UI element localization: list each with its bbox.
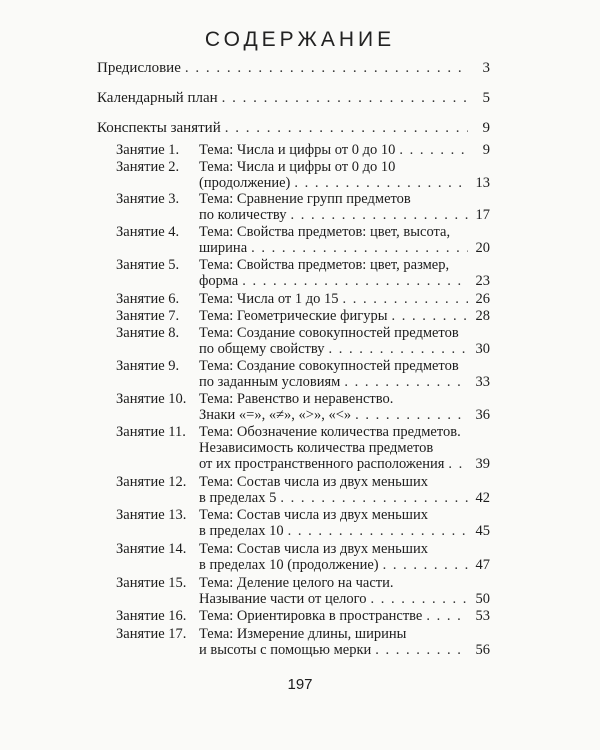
toc-lesson-topic: по общему свойству [199,341,325,357]
toc-lesson-topic: и высоты с помощью мерки [199,642,372,658]
toc-lesson-entry[interactable] [116,191,490,223]
toc-lesson-line-continued [116,456,444,472]
toc-lesson-line [116,391,393,407]
dot-leader [225,120,468,136]
toc-entry-page: 13 [475,175,490,191]
toc-entry-page: 28 [475,308,490,324]
toc-lesson-label: Занятие 3. [116,191,180,207]
toc-lesson-label: Занятие 17. [116,626,187,642]
toc-lesson-line-continued [116,642,371,658]
toc-lesson-entry[interactable] [116,608,490,624]
toc-lesson-line [116,325,459,341]
toc-lesson-line-continued [116,591,366,607]
toc-lesson-label: Занятие 4. [116,224,180,240]
toc-lesson-label: Занятие 5. [116,257,180,273]
toc-lesson-entry[interactable] [116,424,490,472]
toc-entry-page: 39 [475,456,490,472]
toc-entry-page: 20 [475,240,490,256]
toc-lesson-line-continued [116,273,238,289]
toc-lesson-entry[interactable] [116,142,490,158]
toc-lesson-topic: Знаки «=», «≠», «>», «<» [199,407,352,423]
toc-entry-page: 3 [482,60,490,76]
toc-lesson-label: Занятие 16. [116,608,187,624]
dot-leader [242,273,468,289]
toc-lesson-line [116,308,387,324]
toc-lesson-entry[interactable] [116,358,490,390]
toc-lesson-entry[interactable] [116,391,490,423]
toc-lesson-line [116,424,461,440]
toc-lesson-entry[interactable] [116,159,490,191]
toc-lesson-topic: в пределах 10 (продолжение) [199,557,379,573]
dot-leader [399,142,468,158]
toc-section-entry[interactable] [97,120,490,136]
dot-leader [342,291,468,307]
dot-leader [426,608,468,624]
toc-lesson-label: Занятие 14. [116,541,187,557]
toc-lesson-topic: в пределах 5 [199,490,277,506]
toc-lesson-line-continued [116,240,247,256]
toc-lesson-line [116,257,449,273]
page-title: СОДЕРЖАНИЕ [204,28,396,51]
toc-lesson-line [116,575,394,591]
toc-entry-page: 30 [475,341,490,357]
toc-lesson-topic: Тема: Свойства предметов: цвет, высота, [199,224,451,240]
toc-lesson-topic: форма [199,273,239,289]
toc-lesson-entry[interactable] [116,626,490,658]
toc-lesson-line [116,474,428,490]
toc-lesson-entry[interactable] [116,325,490,357]
toc-lesson-topic: Независимость количества предметов [199,440,434,456]
toc-lesson-label: Занятие 11. [116,424,186,440]
dot-leader [185,60,468,76]
toc-lesson-line-continued [116,407,351,423]
toc-lesson-label: Занятие 8. [116,325,180,341]
toc-lesson-topic: по количеству [199,207,287,223]
toc-entry-page: 5 [482,90,490,106]
toc-lesson-topic: Тема: Состав числа из двух меньших [199,507,428,523]
toc-lesson-line-continued [116,374,340,390]
toc-lesson-line-continued [116,175,290,191]
toc-lesson-entry[interactable] [116,257,490,289]
dot-leader [383,557,468,573]
toc-lesson-topic: Тема: Деление целого на части. [199,575,394,591]
toc-lesson-line-continued [116,523,284,539]
toc-entry-page: 50 [475,591,490,607]
dot-leader [222,90,468,106]
toc-lesson-line [116,142,395,158]
dot-leader [355,407,468,423]
toc-lesson-topic: Тема: Создание совокупностей предметов [199,358,459,374]
toc-entry-page: 53 [475,608,490,624]
toc-lesson-label: Занятие 12. [116,474,187,490]
toc-lesson-topic: Называние части от целого [199,591,367,607]
toc-lesson-topic: по заданным условиям [199,374,341,390]
dot-leader [290,207,468,223]
toc-lesson-entry[interactable] [116,224,490,256]
toc-lesson-entry[interactable] [116,308,490,324]
toc-lesson-line [116,541,428,557]
toc-lesson-line [116,224,450,240]
toc-entry-title: Предисловие [97,60,181,76]
toc-lesson-label: Занятие 10. [116,391,187,407]
toc-lesson-topic: от их пространственного расположения [199,456,445,472]
toc-lesson-topic: Тема: Состав числа из двух меньших [199,541,428,557]
toc-lesson-entry[interactable] [116,507,490,539]
toc-lesson-topic: Тема: Равенство и неравенство. [199,391,394,407]
toc-entry-page: 9 [482,142,490,158]
toc-lesson-label: Занятие 1. [116,142,180,158]
toc-entry-page: 42 [475,490,490,506]
toc-lesson-label: Занятие 15. [116,575,187,591]
toc-lesson-label: Занятие 7. [116,308,180,324]
toc-lesson-line-continued [116,207,286,223]
toc-section-entry[interactable] [97,90,490,106]
toc-lesson-line [116,159,395,175]
toc-entry-page: 33 [475,374,490,390]
page-number: 197 [287,676,313,693]
toc-lesson-topic: Тема: Геометрические фигуры [199,308,388,324]
toc-entry-page: 9 [482,120,490,136]
toc-lesson-entry[interactable] [116,575,490,607]
toc-lesson-line [116,291,338,307]
toc-lesson-topic: Тема: Ориентировка в пространстве [199,608,423,624]
toc-lesson-topic: ширина [199,240,248,256]
toc-lesson-label: Занятие 2. [116,159,180,175]
dot-leader [288,523,468,539]
dot-leader [294,175,468,191]
toc-lesson-topic: Тема: Свойства предметов: цвет, размер, [199,257,450,273]
dot-leader [448,456,468,472]
toc-lesson-topic: Тема: Измерение длины, ширины [199,626,407,642]
toc-entry-page: 45 [475,523,490,539]
toc-lesson-line [116,626,406,642]
dot-leader [280,490,468,506]
toc-lesson-entry[interactable] [116,541,490,573]
toc-lesson-line [116,608,422,624]
toc-lesson-label: Занятие 6. [116,291,180,307]
dot-leader [370,591,468,607]
toc-lesson-line [116,358,459,374]
dot-leader [344,374,468,390]
toc-entry-page: 17 [475,207,490,223]
toc-lesson-entry[interactable] [116,291,490,307]
toc-lesson-topic: в пределах 10 [199,523,284,539]
toc-entry-page: 26 [475,291,490,307]
toc-lesson-topic: Тема: Сравнение групп предметов [199,191,411,207]
toc-lesson-topic: Тема: Обозначение количества предметов. [199,424,461,440]
toc-lesson-topic: Тема: Числа и цифры от 0 до 10 [199,159,396,175]
toc-lesson-topic: Тема: Числа и цифры от 0 до 10 [199,142,396,158]
toc-entry-title: Конспекты занятий [97,120,221,136]
toc-lesson-topic: Тема: Состав числа из двух меньших [199,474,428,490]
toc-entry-page: 23 [475,273,490,289]
toc-lesson-label: Занятие 9. [116,358,180,374]
toc-lesson-topic: (продолжение) [199,175,291,191]
toc-lesson-line-continued [116,557,379,573]
toc-lesson-line-continued [116,490,276,506]
toc-lesson-label: Занятие 13. [116,507,187,523]
dot-leader [328,341,468,357]
toc-entry-page: 47 [475,557,490,573]
dot-leader [251,240,468,256]
toc-lesson-line-continued [116,341,324,357]
toc-lesson-topic: Тема: Создание совокупностей предметов [199,325,459,341]
toc-lesson-topic: Тема: Числа от 1 до 15 [199,291,339,307]
toc-entry-page: 36 [475,407,490,423]
toc-entry-page: 56 [475,642,490,658]
dot-leader [391,308,468,324]
toc-section-entry[interactable] [97,60,490,76]
toc-lesson-line-continued [116,440,433,456]
dot-leader [375,642,468,658]
toc-entry-title: Календарный план [97,90,218,106]
toc-lesson-line [116,191,411,207]
toc-lesson-line [116,507,428,523]
toc-lesson-entry[interactable] [116,474,490,506]
